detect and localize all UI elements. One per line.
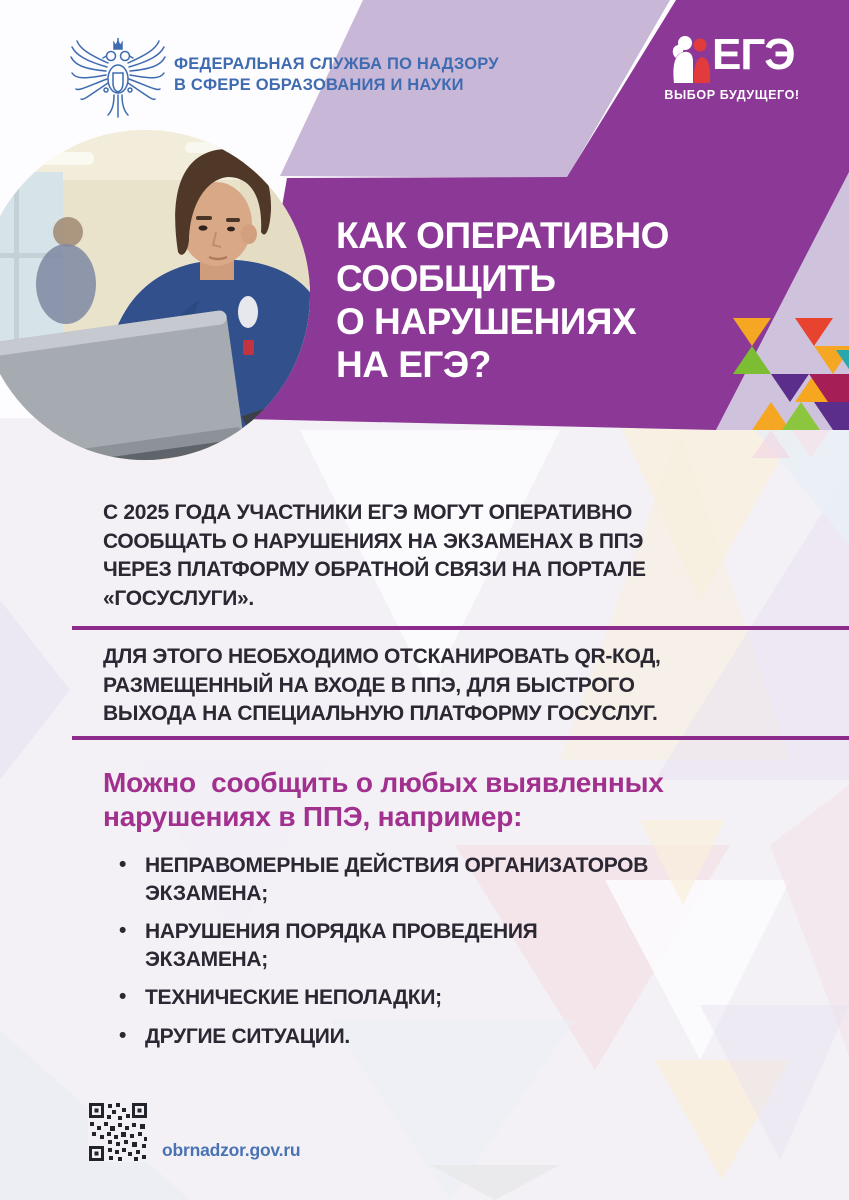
list-item-text: НЕПРАВОМЕРНЫЕ ДЕЙСТВИЯ ОРГАНИЗАТОРОВ ЭКЗАМЕНА; xyxy=(145,854,649,905)
ege-tagline: ВЫБОР БУДУЩЕГО! xyxy=(664,88,800,102)
intro-paragraph: С 2025 ГОДА УЧАСТНИКИ ЕГЭ МОГУТ ОПЕРАТИВНО СООБЩАТЬ О НАРУШЕНИЯХ НА ЭКЗАМЕНАХ В ППЭ ЧЕРЕЗ ПЛАТФОРМУ ОБРАТНОЙ СВЯЗИ НА ПОРТАЛЕ «ГОСУСЛУГИ». xyxy=(103,501,646,610)
list-item-text: ТЕХНИЧЕСКИЕ НЕПОЛАДКИ; xyxy=(145,986,442,1009)
agency-name-line2: В СФЕРЕ ОБРАЗОВАНИЯ И НАУКИ xyxy=(174,76,464,94)
violations-list xyxy=(103,852,663,1061)
qr-code xyxy=(88,1102,148,1162)
list-item xyxy=(103,852,663,907)
list-item-text: ДРУГИЕ СИТУАЦИИ. xyxy=(145,1024,350,1048)
title-line: О НАРУШЕНИЯХ xyxy=(336,301,637,342)
list-item-text: НАРУШЕНИЯ ПОРЯДКА ПРОВЕДЕНИЯ ЭКЗАМЕНА; xyxy=(145,920,538,971)
ege-people-icon xyxy=(672,36,712,89)
qr-instruction-paragraph: ДЛЯ ЭТОГО НЕОБХОДИМО ОТСКАНИРОВАТЬ QR-КОД, РАЗМЕЩЕННЫЙ НА ВХОДЕ В ППЭ, ДЛЯ БЫСТРОГО ВЫХОДА НА СПЕЦИАЛЬНУЮ ПЛАТФОРМУ ГОСУСЛУГ. xyxy=(103,645,661,725)
ege-logo xyxy=(662,30,812,102)
agency-name xyxy=(174,54,504,96)
page-title xyxy=(336,214,736,386)
list-item xyxy=(103,984,663,1012)
divider-rule xyxy=(72,626,849,630)
list-item xyxy=(103,1023,663,1051)
violations-subheading: Можно сообщить о любых выявленных нарушениях в ППЭ, например: xyxy=(103,767,664,832)
rosobrnadzor-eagle-icon xyxy=(70,38,166,120)
list-item xyxy=(103,918,663,973)
divider-rule xyxy=(72,736,849,740)
website-link[interactable]: obrnadzor.gov.ru xyxy=(162,1140,301,1160)
title-line: КАК ОПЕРАТИВНО xyxy=(336,215,669,256)
ege-logo-text: ЕГЭ xyxy=(712,30,795,79)
title-line: СООБЩИТЬ xyxy=(336,258,556,299)
title-line: НА ЕГЭ? xyxy=(336,344,491,385)
agency-name-line1: ФЕДЕРАЛЬНАЯ СЛУЖБА ПО НАДЗОРУ xyxy=(174,55,499,73)
